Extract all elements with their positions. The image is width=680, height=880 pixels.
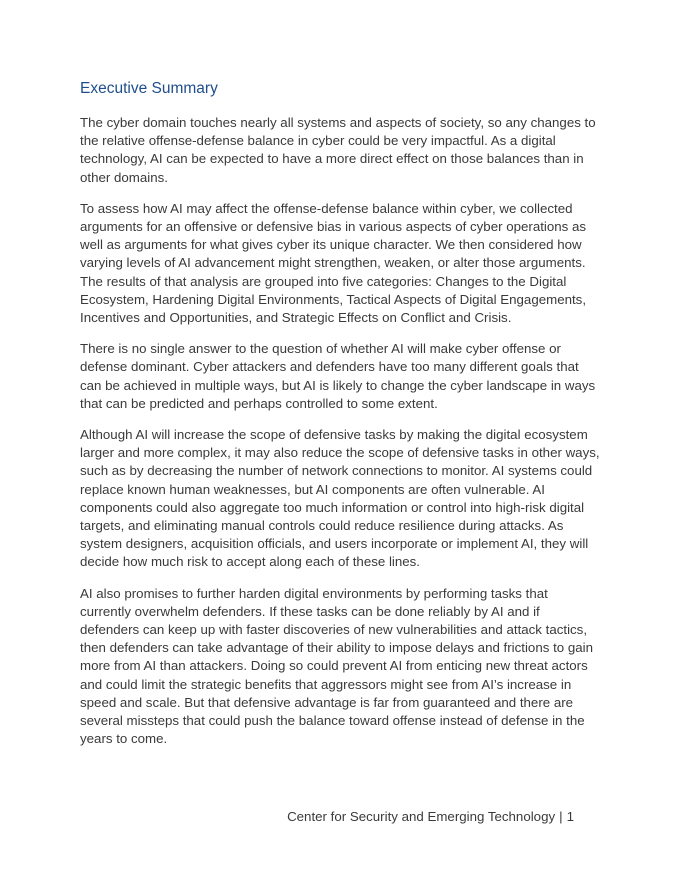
footer-organization: Center for Security and Emerging Technology <box>287 809 556 824</box>
page-number: 1 <box>566 809 574 824</box>
body-paragraph-3: There is no single answer to the question of whether AI will make cyber offense or defense dominant. Cyber attackers and defenders have too many different goals that can be achieved in multiple ways, but AI is likely to change the cyber landscape in ways that can be predicted and perhaps controlled to some extent. <box>80 341 596 411</box>
body-paragraph-2: To assess how AI may affect the offense-defense balance within cyber, we collected arguments for an offensive or defensive bias in various aspects of cyber operations as well as arguments for what gives cyber its unique character. We then considered how varying levels of AI advancement might strengthen, weaken, or alter those arguments. The results of that analysis are grouped into five categories: Changes to the Digital Ecosystem, Hardening Digital Environments, Tactical Aspects of Digital Engagements, Incentives and Opportunities, and Strategic Effects on Conflict and Crisis. <box>80 200 587 326</box>
footer-separator: | <box>559 809 563 824</box>
body-paragraph-1: The cyber domain touches nearly all systems and aspects of society, so any changes to the relative offense-defense balance in cyber could be very impactful. As a digital technology, AI can be expected to have a more direct effect on those balances than in other domains. <box>80 115 596 185</box>
body-paragraph-4: Although AI will increase the scope of defensive tasks by making the digital ecosystem larger and more complex, it may also reduce the scope of defensive tasks in other ways, such as by decreasing the number of network connections to monitor. AI systems could replace known human weaknesses, but AI components are often vulnerable. AI components could also aggregate too much information or control into high-risk digital targets, and eliminating manual controls could reduce resilience during attacks. As system designers, acquisition officials, and users incorporate or implement AI, they will decide how much risk to accept along each of these lines. <box>80 427 600 570</box>
body-paragraph-5: AI also promises to further harden digital environments by performing tasks that currently overwhelm defenders. If these tasks can be done reliably by AI and if defenders can keep up with faster discoveries of new vulnerabilities and attack tactics, then defenders can take advantage of their ability to impose delays and frictions to gain more from AI than attackers. Doing so could prevent AI from enticing new threat actors and could limit the strategic benefits that aggressors might see from AI’s increase in speed and scale. But that defensive advantage is far from guaranteed and there are several missteps that could push the balance toward offense instead of defense in the years to come. <box>80 585 593 747</box>
section-title: Executive Summary <box>80 80 218 97</box>
page-content <box>80 78 602 762</box>
page-footer <box>287 808 574 826</box>
